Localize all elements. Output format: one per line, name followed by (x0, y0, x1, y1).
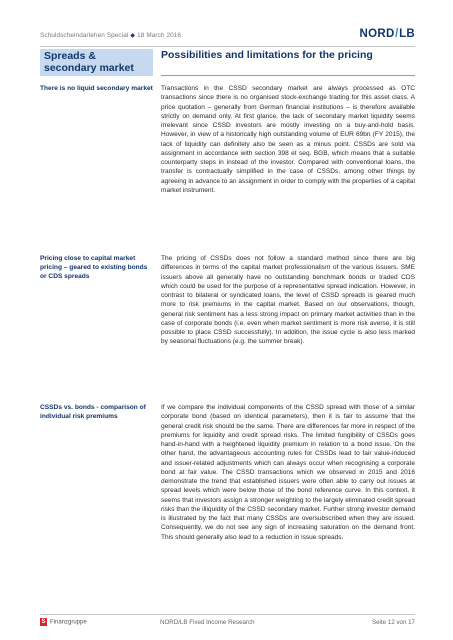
page-title: Possibilities and limitations for the pricing (161, 49, 373, 61)
publication-name: Schuldscheindarlehen Special (40, 32, 129, 39)
section-text-comparison: If we compare the individual components of the CSSD spread with those of a similar corporate bond (based on identical parameters), then it is fair to assume that the general credit risk should be the same. There are differences far more in respect of the premiums for liquidity and credit spread risks. The limited fungibility of CSSDs goes hand-in-hand with a heightened liquidity premium in relation to a bond issue. On the other hand, the advantageous accounting rules for CSSDs lead to fair value-induced and issuer-related adjustments which can always occur when recognising a corporate bond at fair value. The CSSD transactions which we observed in 2015 and 2016 demonstrate the trend that established issuers were often able to carry out issues at spread levels which were below those of the bond reference curve. In this context, it seems that investors assign a stronger weighting to the largely eliminated credit spread risks than the illiquidity of the CSSD secondary market. Further strong investor demand is illustrated by the fact that many CSSDs are oversubscribed when they are issued. Consequently, we do not see any sign of increasing saturation on the demand front. This should generally also lead to a reduction in issue spreads. (161, 404, 415, 541)
sparkasse-s-icon: S (41, 619, 46, 625)
logo-text-right: LB (399, 28, 415, 40)
footer-brand-name: Finanzgruppe (50, 619, 87, 626)
section-text-liquidity: Transactions in the CSSD secondary market are always processed as OTC transactions since there is no organised stock-exchange trading for this asset class. A price quotation – generally from German financial institutions – is therefore available strictly on demand only. At first glance, the lack of secondary market liquidity seems irrelevant since CSSD investors are mostly investing on a buy-and-hold basis. However, in view of a historically high outstanding volume of EUR 69bn (FY 2015), the lack of liquidity can definitely also be seen as a minus point. CSSDs are sold via assignment in accordance with section 398 et seq. BGB, which means that a suitable counterparty steps in instead of the investor. Compared with conventional loans, the transfer is contractually simplified in the case of CSSDs, among other things by agreeing in advance to an assignment in order to comply with the properties of a capital market instrument. (161, 85, 415, 194)
page-number: Seite 12 von 17 (371, 619, 415, 626)
publication-date: 18 March 2016 (137, 32, 182, 39)
section-label-liquidity: There is no liquid secondary market (40, 85, 153, 92)
logo-text-left: NORD (359, 28, 395, 40)
title-underline (161, 75, 415, 76)
footer-divider (40, 614, 415, 615)
diamond-icon: ◆ (130, 33, 136, 39)
sidebar-heading-box (40, 49, 153, 76)
header-publication-line (40, 32, 181, 39)
section-label-comparison: CSSDs vs. bonds - comparison of individual risk premiums (40, 404, 146, 421)
nordlb-logo (360, 28, 416, 40)
section-text-pricing: The pricing of CSSDs does not follow a standard method since there are big differences in terms of the capital market professionalism of the various issuers. SME issuers above all generally have no outstanding benchmark bonds or traded CDS which could be used for the purpose of a representative spread indication. However, in contrast to bilateral or syndicated loans, the level of CSSD spreads is geared much more to risk premiums in the capital market. Based on our observations, though, general risk sentiment has a less strong impact on primary market activities than in the case of corporate bonds (i.e. even when market sentiment is more risk averse, it is still possible to place CSSD successfully). In addition, the issue cycle is also less marked by seasonal fluctuations (e.g. the summer break). (161, 255, 415, 346)
sidebar-heading: Spreads & secondary market (44, 50, 134, 74)
footer-brand (40, 618, 87, 626)
logo-slash: / (395, 28, 399, 40)
header-divider (40, 46, 415, 47)
footer-department: NORD/LB Fixed Income Research (160, 619, 255, 626)
page-header (40, 28, 415, 46)
section-label-pricing: Pricing close to capital market pricing – geared to existing bonds or CDS spreads (40, 255, 148, 281)
